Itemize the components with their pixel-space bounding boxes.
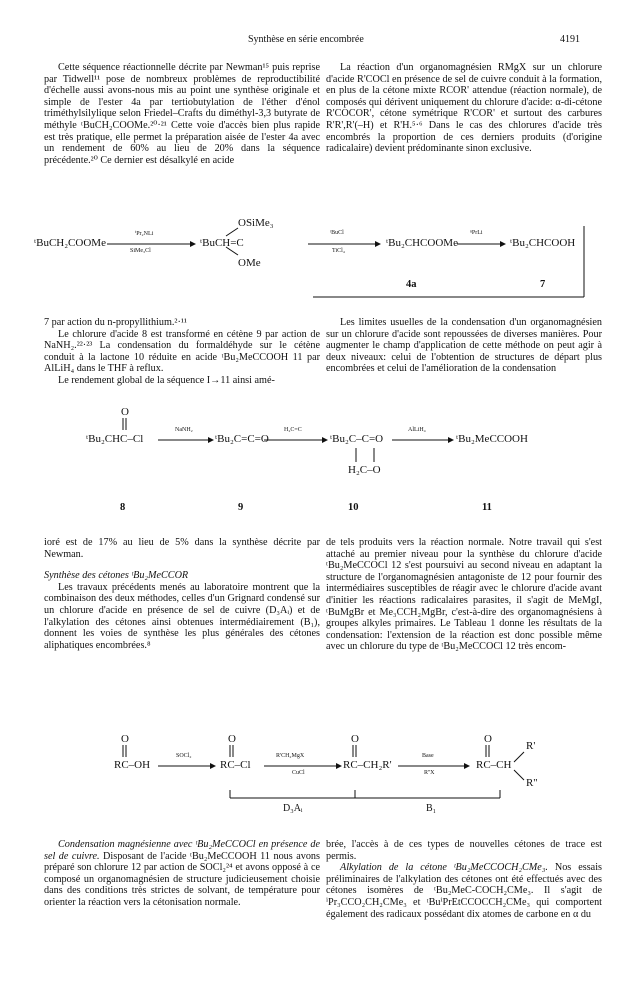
lactone-ring: H₂C–O [348, 464, 381, 476]
reagent-tbucl: ᵗBuCl [330, 230, 344, 236]
carbonyl-o-4: O [484, 733, 492, 745]
paragraph: de tels produits vers la réaction normale. Notre travail qui s'est attaché au premier niveau pour la synthèse du chlorure d'acide ᵗBu₂MeCCOCl 12 s'est poursuivi au second niveau en adaptant la structure de l'organomagnésien antagoniste de 12 pour fournir des intermédiaires susceptibles de réagir avec le chlorure d'acide avant d'initier les réactions radicalaires parasites, il s'agit de MeMgI, ᵗBuMgBr et Me₃CCH₂MgBr, c'est-à-dire des organomagnésiens à groupes alkyles primaires. Le Tableau 1 donne les résultats de la condensation: l'extension de la réaction est donc possible même avec un chlorure du type de ᵗBu₂MeCCOCl 12 très encom- [326, 537, 602, 653]
start-ester: ᵗBuCH₂COOMe [34, 237, 106, 249]
label-4a: 4a [406, 279, 417, 290]
paragraph [326, 862, 602, 920]
subsection-heading: Alkylation de la cétone ᵗBu₂MeCCOCH₂CMe₃. [340, 862, 548, 874]
ketone: RC–CH₂R' [343, 759, 392, 771]
ome-group: OMe [238, 257, 261, 269]
paragraph: Cette séquence réactionnelle décrite par Newman¹⁵ puis reprise par Tidwell¹¹ pose de nombreux problèmes de reproductibilité d'échelle aussi avons-nous mis au point une synthèse originale et simple de l'ester 4a par tertiobutylation de l'éther d'énol triméthylsilylique selon Friedel–Crafts du diméthyl-3,3 butyrate de méthyle ᵗBuCH₂COOMe.²⁰·²¹ Cette voie d'accès bien plus rapide est très pratique, elle permet la préparation aisée de l'ester 4a avec un rendement de 60% au lieu de 20% dans la séquence précédente.²⁰ Ce dernier est désalkylé en acide [44, 62, 320, 166]
reagent-alkyl-halide: R''X [424, 770, 435, 776]
block4-left-column [44, 839, 320, 909]
carbonyl-o: O [121, 406, 129, 418]
reagent-cucl: CuCl [292, 770, 305, 776]
substituent-r2: R'' [526, 777, 538, 789]
ketene-9: ᵗBu₂C=C=O [215, 433, 269, 445]
reagent-alliH4: AlLiH₄ [408, 427, 426, 433]
running-header: Synthèse en série encombrée [248, 34, 364, 45]
paragraph-text: Disposant de l'acide ᵗBu₂MeCCOOH 11 nous avons préparé son chlorure 12 par action de SOCl₂²⁴ et avons opposé à ce composé un organomagnésien de structure judicieusement choisie dans des conditions très strictes de solvant, de température pour orienter la réaction vers la cétonisation normale. [44, 850, 320, 908]
reagent-ticl4: TiCl₄ [332, 248, 345, 254]
reagent-base: Base [422, 753, 434, 759]
label-9: 9 [238, 502, 244, 513]
acid-chloride: RC–Cl [220, 759, 251, 771]
paragraph: La réaction d'un organomagnésien RMgX sur un chlorure d'acide R'COCl en présence de sel de cuivre conduit à la formation, en plus de la cétone mixte RCOR' attendue (réaction normale), de composés qui dérivent uniquement du chlorure d'acide: α-di-cétone R'COCOR', cétone symétrique R'COR' et surtout des carbures R'R',R'(–H) et R'H.⁵·⁶ Dans le cas des chlorures d'acide très encombrés la proportion de ces derniers produits (d'origine radicalaire) devient prédominante sinon exclusive. [326, 62, 602, 155]
paragraph: Les travaux précédents menés au laboratoire montrent que la combinaison des deux méthodes, celles d'un Grignard condensé sur un chlorure d'acide en présence de sel de cuivre (D₃Aᵢ) et de l'alkylation des cétones ainsi obtenues intermédiairement (B₁), donnent les voies de synthèse les plus générales des cétones aliphatiques encombrées.⁸ [44, 581, 320, 651]
label-b1: B₁ [426, 803, 437, 814]
reagent-socl2: SOCl₂ [176, 753, 192, 759]
subsection-heading: Condensation magnésienne avec ᵗBu₂MeCCOCl en présence de sel de cuivre. [44, 839, 320, 862]
acid-11: ᵗBu₂MeCCOOH [456, 433, 528, 445]
reagent-grignard: R'CH₂MgX [276, 753, 305, 759]
label-10: 10 [348, 502, 359, 513]
product-4a: ᵗBu₂CHCOOMe [386, 237, 458, 249]
reagent-formaldehyde: H₂C=C [284, 427, 302, 433]
label-8: 8 [120, 502, 126, 513]
lactone-10: ᵗBu₂C–C=O [330, 433, 384, 445]
reagent-nanh2: NaNH₂ [175, 427, 193, 433]
product-7: ᵗBu₂CHCOOH [510, 237, 576, 249]
paragraph: brée, l'accès à de ces types de nouvelles cétones de trace est permis. [326, 839, 602, 862]
paragraph: Le chlorure d'acide 8 est transformé en cétène 9 par action de NaNH₂.²²·²³ La condensation du formaldéhyde sur le cétène conduit à la lactone 10 réduite en acide ᵗBu₂MeCCOOH 11 par AlLiH₄ dans le THF à reflux. [44, 328, 320, 375]
paragraph-text: Nos essais préliminaires de l'alkylation des cétones ont été effectués avec des cétones isomères de ᵗBu₂MeC-COCH₂CMe₃. Il s'agit de ⁱPr₃CCO₂CH₂CMe₃ et ᵗBuⁱPrEtCCOCCH₂CMe₃ qui comportent également des radicaux possédant dix atomes de carbone en α du [326, 862, 602, 920]
block4-right-column [326, 839, 602, 920]
label-7: 7 [540, 279, 546, 290]
carbonyl-o-2: O [228, 733, 236, 745]
paragraph: ioré est de 17% au lieu de 5% dans la synthèse décrite par Newman. [44, 537, 320, 560]
osime3-group: OSiMe₃ [238, 217, 274, 229]
label-11: 11 [482, 502, 492, 513]
section-heading: Synthèse des cétones ᵗBu₂MeCCOR [44, 570, 189, 582]
reagent-nprli: ⁿPrLi [470, 230, 483, 236]
label-d3ai: D₃Aᵢ [283, 803, 303, 814]
carbonyl-o-1: O [121, 733, 129, 745]
carbonyl-o-3: O [351, 733, 359, 745]
paragraph [44, 839, 320, 909]
acid-chloride-8: ᵗBu₂CHC–Cl [86, 433, 144, 445]
enol-ether: ᵗBuCH=C [200, 237, 244, 249]
substituent-r1: R' [526, 740, 536, 752]
paragraph: 7 par action du n-propyllithium.²·¹¹ [44, 317, 187, 328]
alkylated-ketone: RC–CH [476, 759, 512, 771]
paragraph: Les limites usuelles de la condensation d'un organomagnésien sur un chlorure d'acide sont repoussées de diverses manières. Pour augmenter le champ d'application de cette méthode on peut agir à deux niveaux: celui de l'obtention de structures de départ plus encombrées et celui de l'amélioration de la condensation [326, 317, 602, 375]
paragraph: Le rendement global de la séquence I→11 ainsi amé- [58, 374, 275, 386]
reagent-lda: ⁱPr₂NLi [135, 231, 154, 237]
page-number: 4191 [560, 34, 580, 45]
carboxylic-acid: RC–OH [114, 759, 151, 771]
reagent-tmscl: SiMe₃Cl [130, 248, 151, 254]
